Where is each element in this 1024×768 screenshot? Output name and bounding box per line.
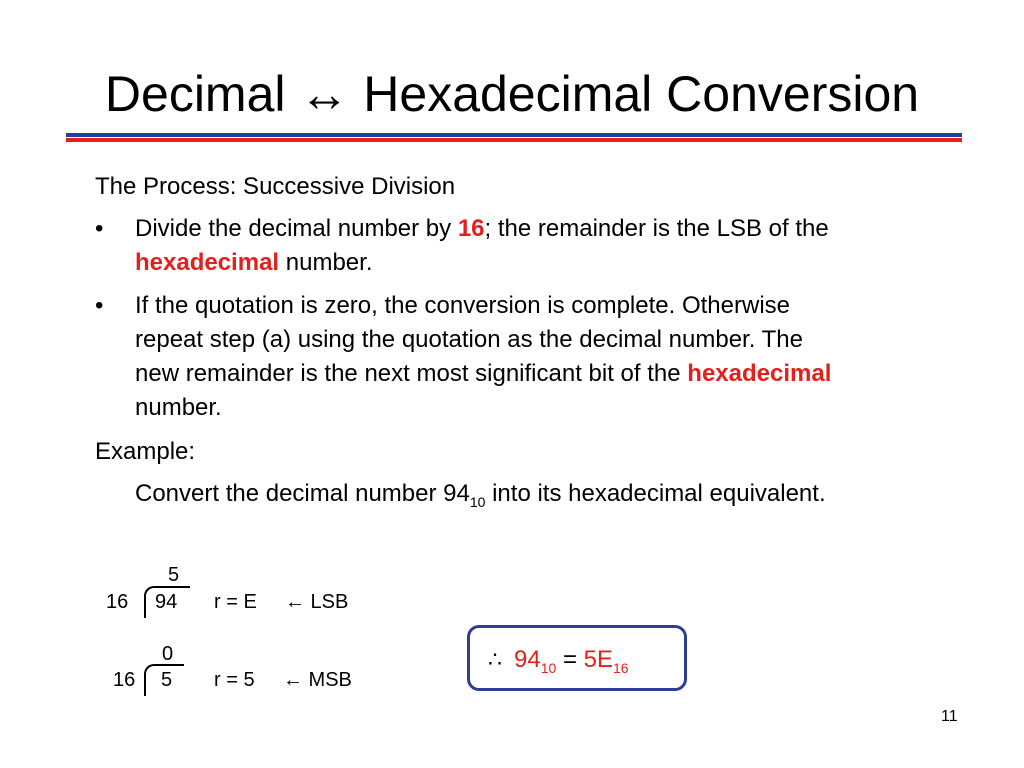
example-subscript: 10 [469, 494, 486, 510]
bullet-2-line-2: repeat step (a) using the quotation as the decimal number. The [135, 326, 803, 353]
dividend-2: 5 [161, 669, 173, 691]
bullet-2-text-a: new remainder is the next most significant bit of the [135, 360, 688, 387]
bullet-2-line-4: number. [135, 394, 222, 421]
result-equals: = [556, 646, 584, 673]
divisor-2: 16 [113, 669, 136, 691]
hexadecimal-highlight-1: hexadecimal [135, 249, 280, 276]
remainder-1: r = E [214, 591, 257, 613]
therefore-symbol: ∴ [488, 647, 502, 672]
example-text-b: into its hexadecimal equivalent. [485, 480, 826, 507]
result-lhs-subscript: 10 [540, 660, 557, 676]
slide-title: Decimal ↔ Hexadecimal Conversion [104, 66, 920, 122]
bullet-1-text-c: number. [279, 249, 373, 276]
page-number: 11 [941, 708, 958, 725]
result-rhs-subscript: 16 [613, 660, 629, 676]
hexadecimal-highlight-2: hexadecimal [687, 360, 832, 387]
msb-label: ← MSB [283, 669, 352, 691]
example-text [135, 477, 826, 513]
title-underline-red [66, 138, 962, 142]
bullet-1-text-a: Divide the decimal number by [135, 215, 458, 242]
dividend-1: 94 [155, 591, 178, 613]
bullet-2-line-3 [135, 357, 831, 391]
divisor-1: 16 [106, 591, 129, 613]
bullet-marker-2: • [95, 292, 104, 319]
remainder-2: r = 5 [214, 669, 255, 691]
divisor-highlight: 16 [457, 215, 485, 242]
process-heading: The Process: Successive Division [95, 173, 456, 200]
example-text-a: Convert the decimal number 94 [135, 480, 470, 507]
result-equation [488, 645, 629, 677]
bullet-1-line-1 [135, 212, 829, 246]
quotient-2: 0 [162, 643, 174, 665]
result-rhs: 5E [583, 646, 613, 673]
title-underline-blue [66, 133, 962, 137]
bullet-2-line-1: If the quotation is zero, the conversion is complete. Otherwise [135, 292, 790, 319]
bullet-marker-1: • [95, 215, 104, 242]
result-lhs: 94 [514, 646, 541, 673]
lsb-label: ← LSB [285, 591, 349, 613]
bullet-1-line-2 [135, 246, 372, 280]
example-label: Example: [95, 438, 196, 465]
bullet-1-text-b: ; the remainder is the LSB of the [484, 215, 829, 242]
quotient-1: 5 [168, 564, 180, 586]
